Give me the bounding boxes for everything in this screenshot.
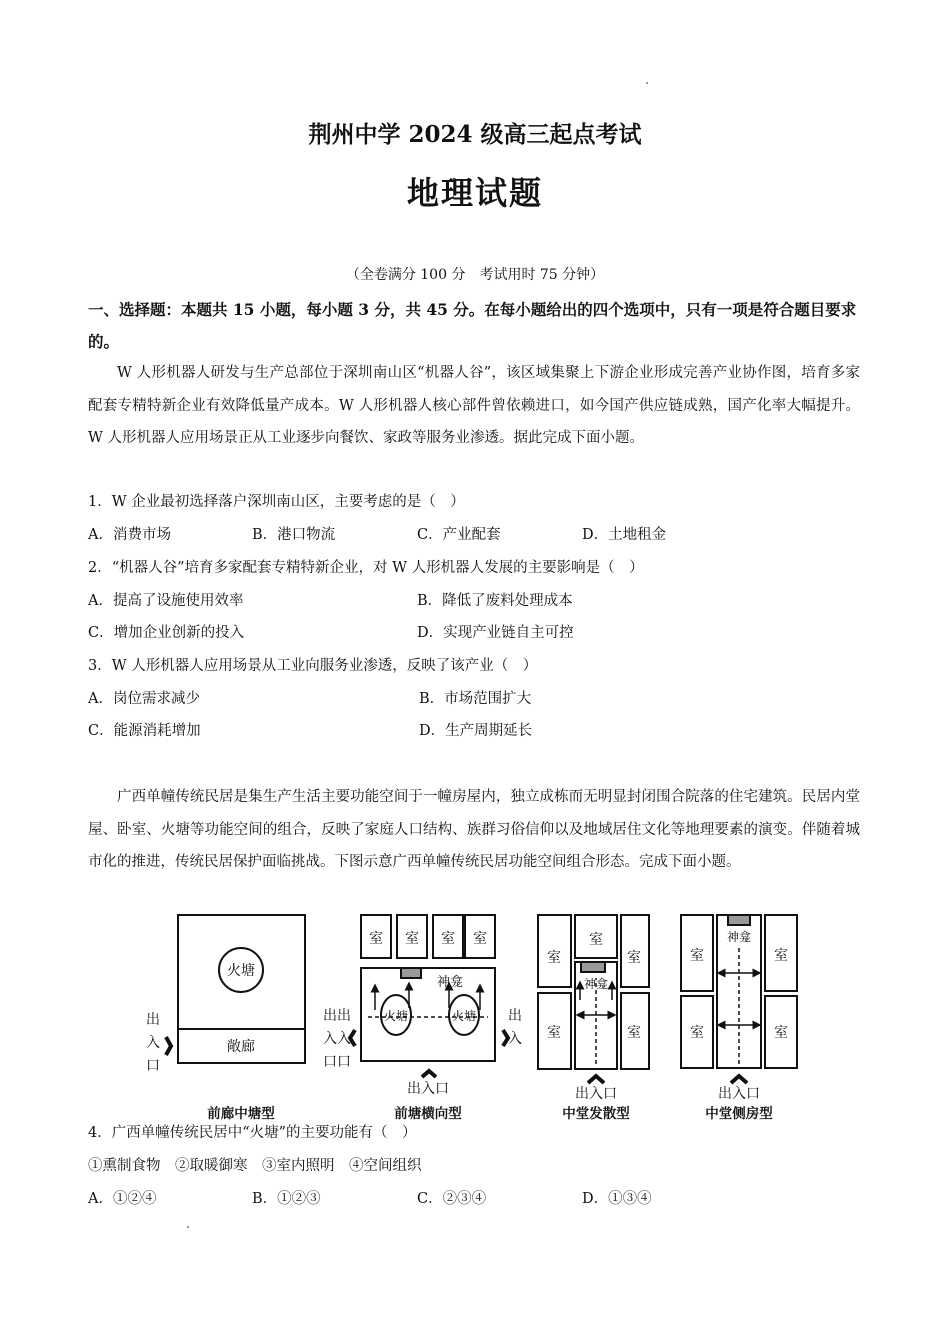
q1-option-c: C．产业配套: [417, 527, 501, 543]
entrance-chevron-icon: [588, 1076, 604, 1083]
shrine-block: [728, 915, 750, 925]
q2-option-b: B．降低了废料处理成本: [417, 593, 573, 609]
dwelling-layout-figure: [0, 905, 950, 1125]
entrance-chevron-icon: [731, 1076, 747, 1083]
q1-option-a: A．消费市场: [88, 527, 171, 543]
passage-dwelling: 广西单幢传统民居是集生产生活主要功能空间于一幢房屋内，独立成栋而无明显封闭围合院落的住宅建筑。民居内堂屋、卧室、火塘等功能空间的组合，反映了家庭人口结构、族群习俗信仰以及地域居住文化等地理要素的演变。伴随着城市化的推进，传统民居保护面临挑战。下图示意广西单幢传统民居功能空间组合形态。完成下面小题。: [88, 789, 860, 870]
entrance-label: 出出: [323, 1008, 351, 1024]
figure-caption: 前塘横向型: [394, 1106, 462, 1122]
entrance-label: 出: [146, 1012, 160, 1028]
scan-dot: [646, 82, 648, 84]
figure-caption: 前廊中塘型: [207, 1106, 275, 1122]
q3-option-c: C．能源消耗增加: [88, 723, 201, 739]
q4-option-b: B．①②③: [252, 1191, 321, 1207]
q2-option-d: D．实现产业链自主可控: [417, 625, 574, 641]
room-label: 室: [774, 1025, 788, 1041]
figure-caption: 中堂侧房型: [705, 1106, 773, 1122]
q4-option-d: D．①③④: [582, 1191, 652, 1207]
entrance-chevron-icon: [166, 1037, 171, 1055]
q4-option-a: A．①②④: [88, 1191, 157, 1207]
entrance-label: 入入: [323, 1031, 351, 1047]
entrance-chevron-icon: [422, 1071, 436, 1077]
q3-option-b: B．市场范围扩大: [419, 691, 532, 707]
q1-option-b: B．港口物流: [252, 527, 336, 543]
question-4-stem: 4．广西单幢传统民居中“火塘”的主要功能有（ ）: [88, 1125, 417, 1141]
question-4-items: ①熏制食物 ②取暖御寒 ③室内照明 ④空间组织: [88, 1158, 422, 1174]
entrance-label: 出入口: [575, 1086, 617, 1102]
question-2-stem: 2．“机器人谷”培育多家配套专精特新企业，对 W 人形机器人发展的主要影响是（ ）: [88, 560, 644, 576]
fire-pit-label: 火塘: [227, 963, 255, 979]
q4-option-c: C．②③④: [417, 1191, 487, 1207]
entrance-label: 出入口: [718, 1086, 760, 1102]
exam-info: （全卷满分 100 分 考试用时 75 分钟）: [345, 267, 605, 283]
entrance-label: 口: [146, 1058, 160, 1074]
scan-dot: [187, 1226, 189, 1228]
q3-option-d: D．生产周期延长: [419, 723, 533, 739]
room-label: 室: [405, 931, 419, 947]
shrine-label: 神龛: [726, 930, 752, 944]
room-label: 室: [690, 948, 704, 964]
shrine-block: [401, 968, 421, 978]
room-label: 室: [589, 932, 603, 948]
room-label: 室: [547, 1025, 561, 1041]
room-label: 室: [627, 950, 641, 966]
room-label: 室: [547, 950, 561, 966]
entrance-label: 出: [508, 1008, 522, 1024]
passage-robot: W 人形机器人研发与生产总部位于深圳南山区“机器人谷”，该区域集聚上下游企业形成完善产业协作图，培育多家配套专精特新企业有效降低量产成本。W 人形机器人核心部件曾依赖进口，如今国产供应链成熟，国产化率大幅提升。W 人形机器人应用场景正从工业逐步向餐饮、家政等服务业渗透。据此完成下面小题。: [88, 365, 860, 446]
room-label: 室: [441, 931, 455, 947]
q2-option-c: C．增加企业创新的投入: [88, 625, 245, 641]
room-label: 室: [473, 931, 487, 947]
fire-pit-label: 火塘: [451, 1009, 477, 1023]
question-3-stem: 3．W 人形机器人应用场景从工业向服务业渗透，反映了该产业（ ）: [88, 658, 538, 674]
q3-option-a: A．岗位需求减少: [88, 691, 200, 707]
entrance-label: 入: [508, 1031, 522, 1047]
q1-option-d: D．土地租金: [582, 527, 667, 543]
figure-caption: 中堂发散型: [562, 1106, 630, 1122]
room-label: 室: [690, 1025, 704, 1041]
entrance-label: 出入口: [407, 1081, 449, 1097]
school-title: 荆州中学 2024 级高三起点考试: [308, 121, 642, 148]
shrine-label: 神龛: [437, 975, 464, 990]
fire-pit-label: 火塘: [383, 1009, 409, 1023]
entrance-label: 入: [146, 1035, 160, 1051]
room-label: 室: [774, 948, 788, 964]
shrine-block: [581, 962, 605, 972]
entrance-label: 口口: [323, 1054, 351, 1070]
question-1-stem: 1．W 企业最初选择落户深圳南山区，主要考虑的是（ ）: [88, 494, 465, 510]
subject-title: 地理试题: [406, 174, 543, 212]
q2-option-a: A．提高了设施使用效率: [88, 593, 244, 609]
room-label: 室: [627, 1025, 641, 1041]
corridor-label: 敞廊: [227, 1039, 255, 1055]
shrine-label: 神龛: [583, 977, 609, 991]
section-heading: 一、选择题：本题共 15 小题，每小题 3 分，共 45 分。在每小题给出的四个选项中，只有一项是符合题目要求的。: [88, 300, 857, 351]
room-label: 室: [369, 931, 383, 947]
